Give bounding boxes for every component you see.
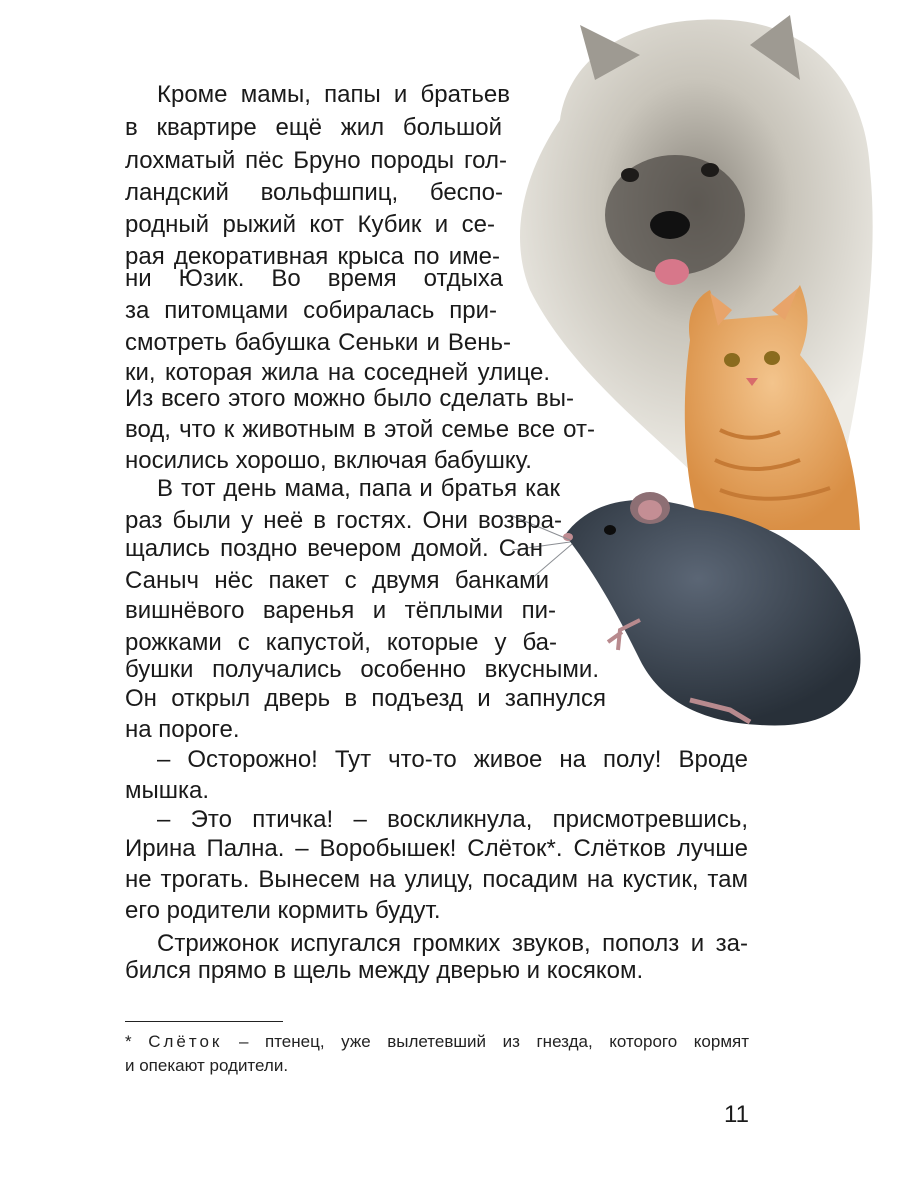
- page-number: 11: [724, 1101, 749, 1128]
- text-line: ландский вольфшпиц, беспо-: [125, 179, 503, 206]
- text-line: не трогать. Вынесем на улицу, посадим на кустик, там: [125, 866, 748, 893]
- footnote-divider: [125, 1021, 283, 1022]
- text-line: смотреть бабушка Сеньки и Вень-: [125, 329, 511, 356]
- text-line: рожками с капустой, которые у ба-: [125, 629, 557, 656]
- text-line: на пороге.: [125, 716, 240, 743]
- text-line: щались поздно вечером домой. Сан: [125, 535, 543, 562]
- footnote-term: Слёток: [148, 1032, 223, 1051]
- text-line: вишнёвого варенья и тёплыми пи-: [125, 597, 556, 624]
- footnote-line: и опекают родители.: [125, 1056, 289, 1075]
- text-line: В тот день мама, папа и братья как: [157, 475, 560, 502]
- footnote-line: [125, 1031, 749, 1053]
- text-line: Кроме мамы, папы и братьев: [157, 81, 510, 108]
- text-line: ки, которая жила на соседней улице.: [125, 359, 550, 386]
- text-line: рая декоративная крыса по име-: [125, 243, 500, 270]
- text-line: его родители кормить будут.: [125, 897, 441, 924]
- text-line: мышка.: [125, 777, 210, 804]
- text-line: Из всего этого можно было сделать вы-: [125, 385, 574, 412]
- pets-illustration: [500, 10, 880, 750]
- text-line: родный рыжий кот Кубик и се-: [125, 211, 495, 238]
- text-line: – Осторожно! Тут что-то живое на полу! Вроде: [157, 746, 748, 773]
- text-line: – Это птичка! – воскликнула, присмотревшись,: [157, 806, 748, 833]
- text-line: вод, что к животным в этой семье все от-: [125, 416, 595, 443]
- text-line: Он открыл дверь в подъезд и запнулся: [125, 685, 606, 712]
- text-line: за питомцами собиралась при-: [125, 297, 497, 324]
- text-line: Саныч нёс пакет с двумя банками: [125, 567, 549, 594]
- text-line: раз были у неё в гостях. Они возвра-: [125, 507, 562, 534]
- text-line: Стрижонок испугался громких звуков, пополз и за-: [157, 930, 748, 957]
- text-line: носились хорошо, включая бабушку.: [125, 447, 532, 474]
- text-line: лохматый пёс Бруно породы гол-: [125, 147, 507, 174]
- text-line: ни Юзик. Во время отдыха: [125, 265, 503, 292]
- text-line: в квартире ещё жил большой: [125, 114, 502, 141]
- text-line: бился прямо в щель между дверью и косяком.: [125, 957, 644, 984]
- text-line: Ирина Пална. – Воробышек! Слёток*. Слётков лучше: [125, 835, 748, 862]
- text-line: бушки получались особенно вкусными.: [125, 656, 599, 683]
- footnote-definition: – птенец, уже вылетевший из гнезда, которого кормят: [222, 1032, 750, 1051]
- footnote-mark: *: [125, 1032, 149, 1051]
